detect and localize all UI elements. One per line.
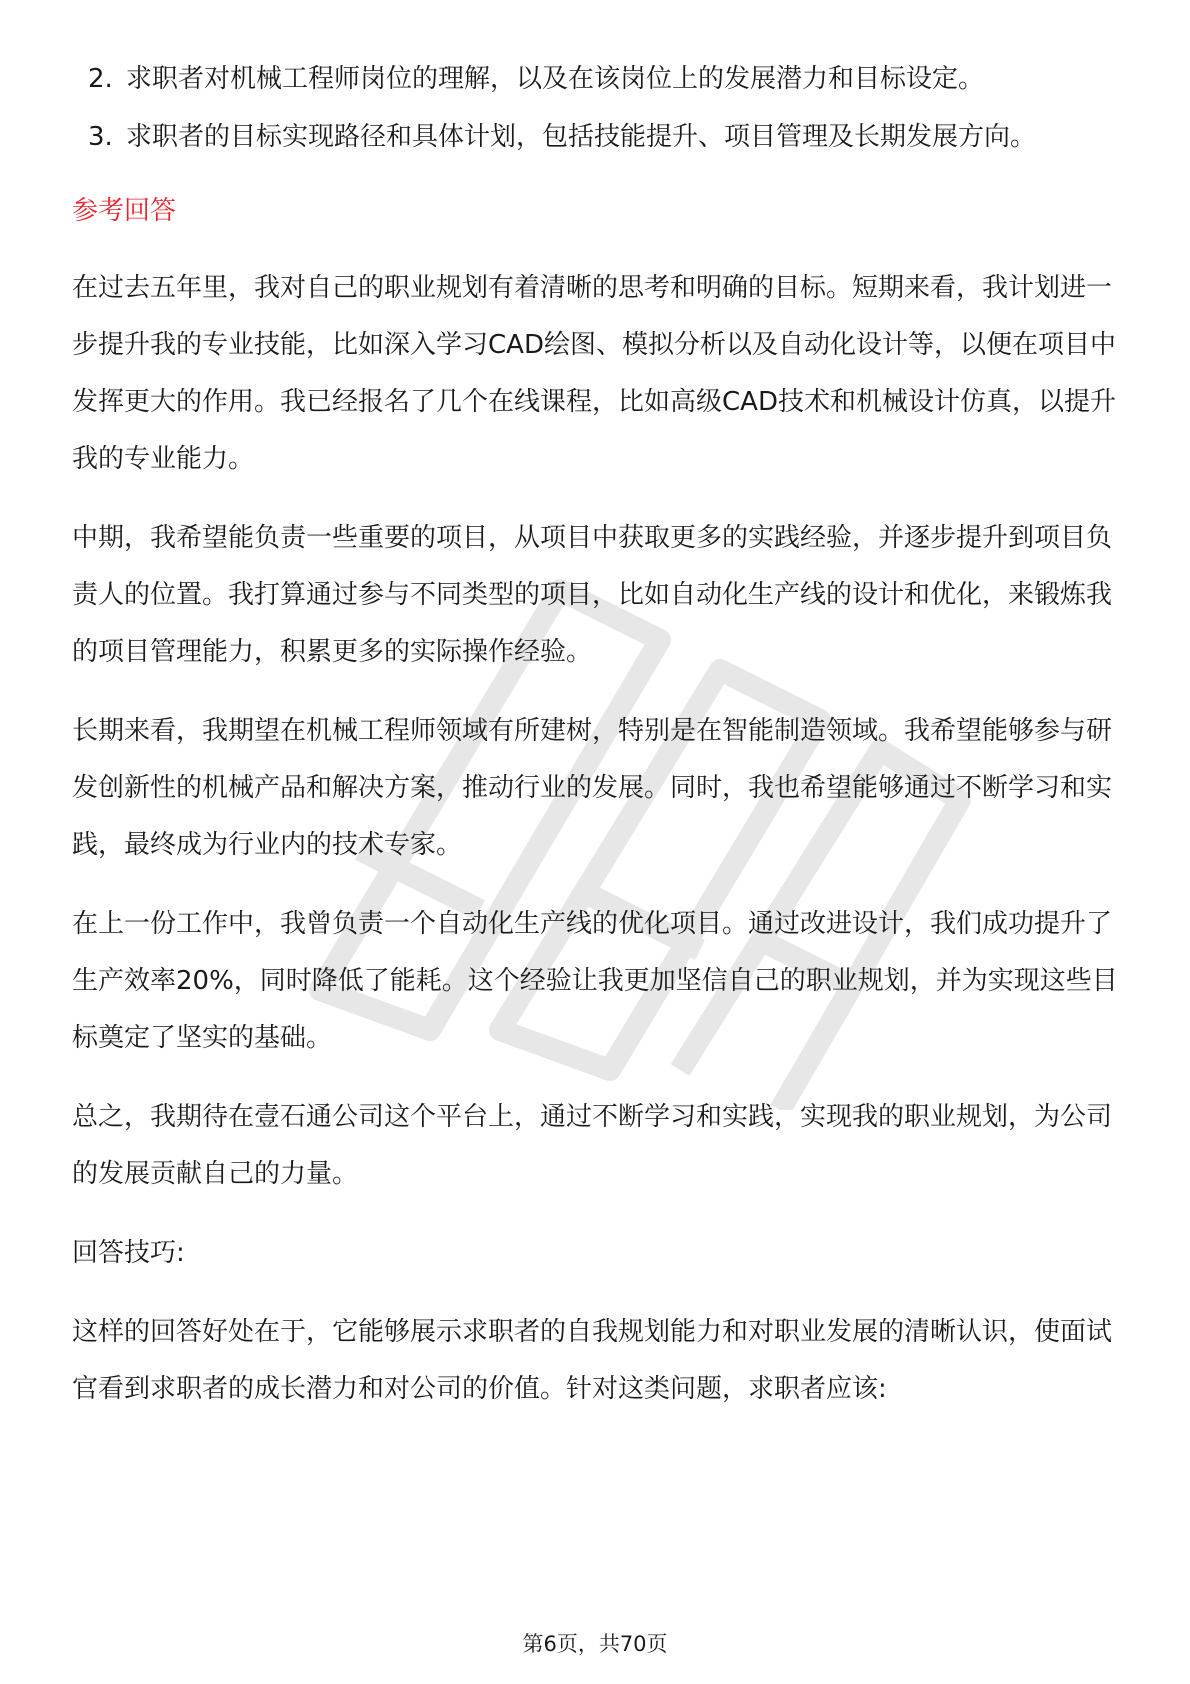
- reference-answer-heading: 参考回答: [72, 196, 177, 226]
- list-item-number: 3.: [88, 122, 113, 152]
- main-content: [72, 50, 1122, 1440]
- list-item-text: 求职者对机械工程师岗位的理解，以及在该岗位上的发展潜力和目标设定。: [126, 64, 985, 94]
- evaluation-criteria-list: [72, 50, 1122, 166]
- answer-paragraph: 在过去五年里，我对自己的职业规划有着清晰的思考和明确的目标。短期来看，我计划进一步提升我的专业技能，比如深入学习CAD绘图、模拟分析以及自动化设计等，以便在项目中发挥更大的作用。我已经报名了几个在线课程，比如高级CAD技术和机械设计仿真，以提升我的专业能力。: [72, 273, 1116, 474]
- answer-tips-heading: 回答技巧:: [72, 1238, 185, 1268]
- list-item: [72, 108, 1122, 166]
- tips-paragraph: 这样的回答好处在于，它能够展示求职者的自我规划能力和对职业发展的清晰认识，使面试官看到求职者的成长潜力和对公司的价值。针对这类问题，求职者应该:: [72, 1317, 1113, 1404]
- list-item-text: 求职者的目标实现路径和具体计划，包括技能提升、项目管理及长期发展方向。: [126, 122, 1037, 152]
- answer-paragraph: 总之，我期待在壹石通公司这个平台上，通过不断学习和实践，实现我的职业规划，为公司的发展贡献自己的力量。: [72, 1102, 1113, 1189]
- list-item-number: 2.: [88, 64, 113, 94]
- answer-paragraph: 中期，我希望能负责一些重要的项目，从项目中获取更多的实践经验，并逐步提升到项目负责人的位置。我打算通过参与不同类型的项目，比如自动化生产线的设计和优化，来锻炼我的项目管理能力，积累更多的实际操作经验。: [72, 523, 1113, 667]
- list-item: [72, 50, 1122, 108]
- answer-paragraph: 长期来看，我期望在机械工程师领域有所建树，特别是在智能制造领域。我希望能够参与研发创新性的机械产品和解决方案，推动行业的发展。同时，我也希望能够通过不断学习和实践，最终成为行业内的技术专家。: [72, 716, 1113, 860]
- page-number-footer: 第6页，共70页: [522, 1632, 668, 1656]
- answer-paragraph: 在上一份工作中，我曾负责一个自动化生产线的优化项目。通过改进设计，我们成功提升了生产效率20%，同时降低了能耗。这个经验让我更加坚信自己的职业规划，并为实现这些目标奠定了坚实的基础。: [72, 909, 1118, 1053]
